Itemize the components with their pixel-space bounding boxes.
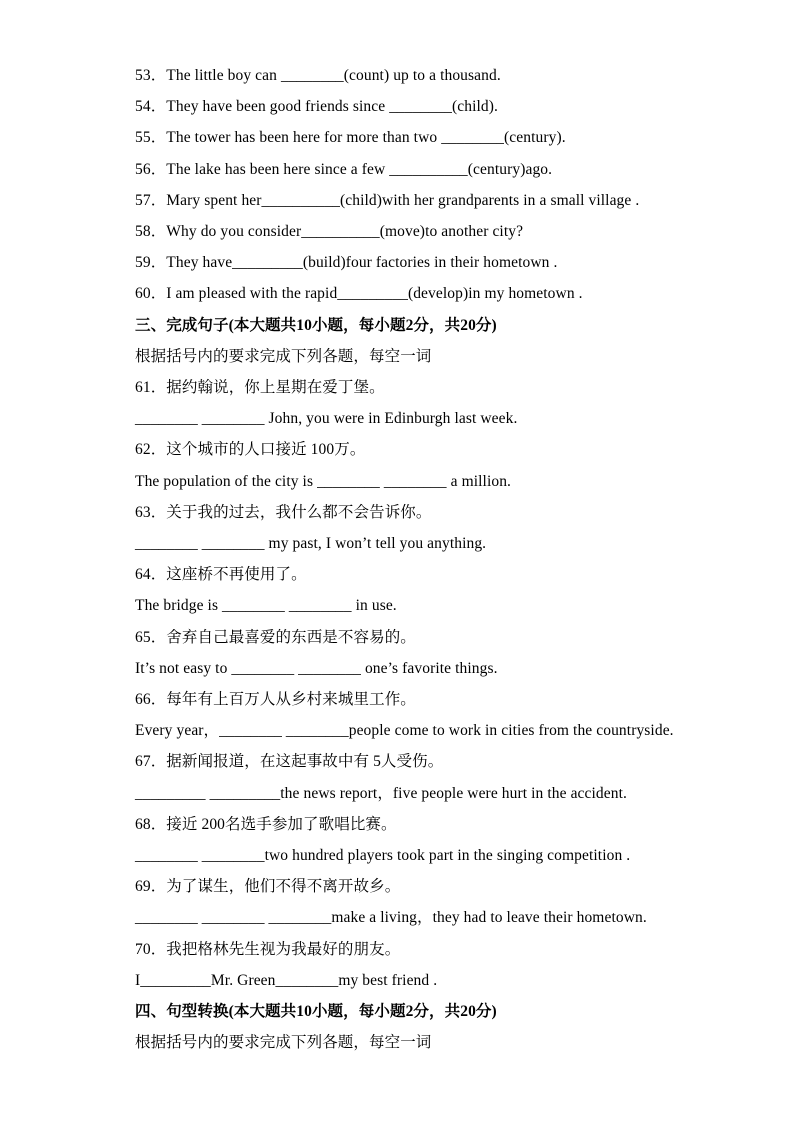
exercise-item-58: 58．Why do you consider__________(move)to another city? (135, 223, 524, 241)
exercise-item-57: 57．Mary spent her__________(child)with her grandparents in a small village . (135, 191, 640, 209)
exercise-item-62-answer-line: The population of the city is ________ ________ a million. (135, 472, 512, 490)
exercise-item-66-answer-line: Every year，________ ________people come to work in cities from the countryside. (135, 722, 674, 740)
exercise-item-63-prompt: 63．关于我的过去，我什么都不会告诉你。 (135, 503, 432, 521)
exercise-item-69-answer-line: ________ ________ ________make a living，they had to leave their hometown. (135, 909, 647, 927)
exercise-item-70-prompt: 70．我把格林先生视为我最好的朋友。 (135, 940, 401, 958)
section3-instruction: 根据括号内的要求完成下列各题，每空一词 (135, 347, 432, 365)
exercise-item-62-prompt: 62．这个城市的人口接近 100万。 (135, 441, 366, 459)
exercise-item-69-prompt: 69．为了谋生，他们不得不离开故乡。 (135, 878, 401, 896)
section4-instruction: 根据括号内的要求完成下列各题，每空一词 (135, 1034, 432, 1052)
exercise-item-65-answer-line: It’s not easy to ________ ________ one’s favorite things. (135, 659, 498, 677)
exercise-item-67-prompt: 67．据新闻报道，在这起事故中有 5人受伤。 (135, 753, 444, 771)
exercise-item-63-answer-line: ________ ________ my past, I won’t tell you anything. (135, 535, 487, 553)
exercise-item-61-answer-line: ________ ________ John, you were in Edinburgh last week. (135, 410, 518, 428)
exercise-item-53: 53．The little boy can ________(count) up to a thousand. (135, 67, 501, 84)
exercise-item-61-prompt: 61．据约翰说，你上星期在爱丁堡。 (135, 379, 385, 397)
exercise-item-54: 54．They have been good friends since ________(child). (135, 98, 498, 116)
exercise-item-70-answer-line: I_________Mr. Green________my best friend . (135, 971, 438, 989)
section3-heading: 三、完成句子(本大题共10小题，每小题2分，共20分) (135, 316, 497, 334)
document-body (135, 60, 736, 1059)
exercise-item-65-prompt: 65．舍弃自己最喜爱的东西是不容易的。 (135, 628, 416, 646)
exercise-item-64-answer-line: The bridge is ________ ________ in use. (135, 597, 397, 615)
exercise-item-68-prompt: 68．接近 200名选手参加了歌唱比赛。 (135, 815, 397, 833)
exercise-item-67-answer-line: _________ _________the news report，five people were hurt in the accident. (135, 784, 627, 802)
exercise-item-60: 60．I am pleased with the rapid_________(develop)in my hometown . (135, 285, 583, 303)
exercise-item-59: 59．They have_________(build)four factories in their hometown . (135, 254, 558, 272)
exercise-item-64-prompt: 64．这座桥不再使用了。 (135, 566, 307, 584)
exercise-item-56: 56．The lake has been here since a few __________(century)ago. (135, 160, 553, 178)
exercise-item-66-prompt: 66．每年有上百万人从乡村来城里工作。 (135, 691, 416, 709)
section4-heading: 四、句型转换(本大题共10小题，每小题2分，共20分) (135, 1003, 497, 1021)
exercise-item-55: 55．The tower has been here for more than two ________(century). (135, 129, 566, 147)
exercise-item-68-answer-line: ________ ________two hundred players took part in the singing competition . (135, 847, 631, 865)
